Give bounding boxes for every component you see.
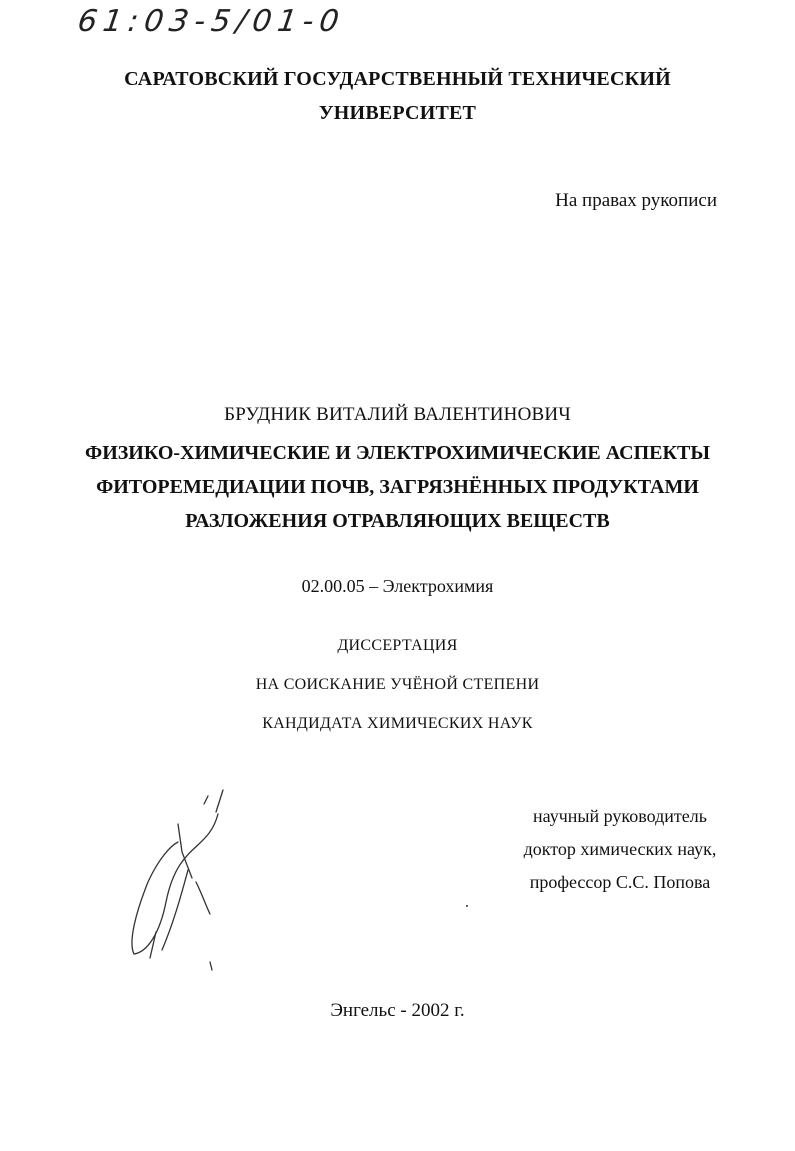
degree-sought-line: НА СОИСКАНИЕ УЧЁНОЙ СТЕПЕНИ <box>255 676 540 693</box>
stray-mark <box>466 905 468 907</box>
university-name-line-2: УНИВЕРСИТЕТ <box>318 102 477 124</box>
place-and-year: Энгельс - 2002 г. <box>330 1000 465 1021</box>
supervisor-name: профессор С.С. Попова <box>529 872 711 892</box>
title-line-1: ФИЗИКО-ХИМИЧЕСКИЕ И ЭЛЕКТРОХИМИЧЕСКИЕ АСПЕКТЫ <box>85 442 710 464</box>
author-name: БРУДНИК ВИТАЛИЙ ВАЛЕНТИНОВИЧ <box>224 404 571 425</box>
handwritten-signature <box>118 782 238 982</box>
specialty-code: 02.00.05 – Электрохимия <box>301 576 494 596</box>
title-line-2: ФИТОРЕМЕДИАЦИИ ПОЧВ, ЗАГРЯЗНЁННЫХ ПРОДУКТАМИ <box>96 476 699 498</box>
supervisor-degree: доктор химических наук, <box>523 839 717 859</box>
manuscript-rights-note: На правах рукописи <box>555 190 717 211</box>
archive-code-handwritten: 61:03-5/01-0 <box>75 4 348 39</box>
degree-name-line: КАНДИДАТА ХИМИЧЕСКИХ НАУК <box>262 715 533 732</box>
university-name-line-1: САРАТОВСКИЙ ГОСУДАРСТВЕННЫЙ ТЕХНИЧЕСКИЙ <box>124 68 671 90</box>
supervisor-block <box>500 800 740 899</box>
dissertation-title <box>0 436 795 538</box>
title-line-3: РАЗЛОЖЕНИЯ ОТРАВЛЯЮЩИХ ВЕЩЕСТВ <box>185 510 610 532</box>
dissertation-label: ДИССЕРТАЦИЯ <box>337 637 458 654</box>
supervisor-role: научный руководитель <box>533 806 707 826</box>
